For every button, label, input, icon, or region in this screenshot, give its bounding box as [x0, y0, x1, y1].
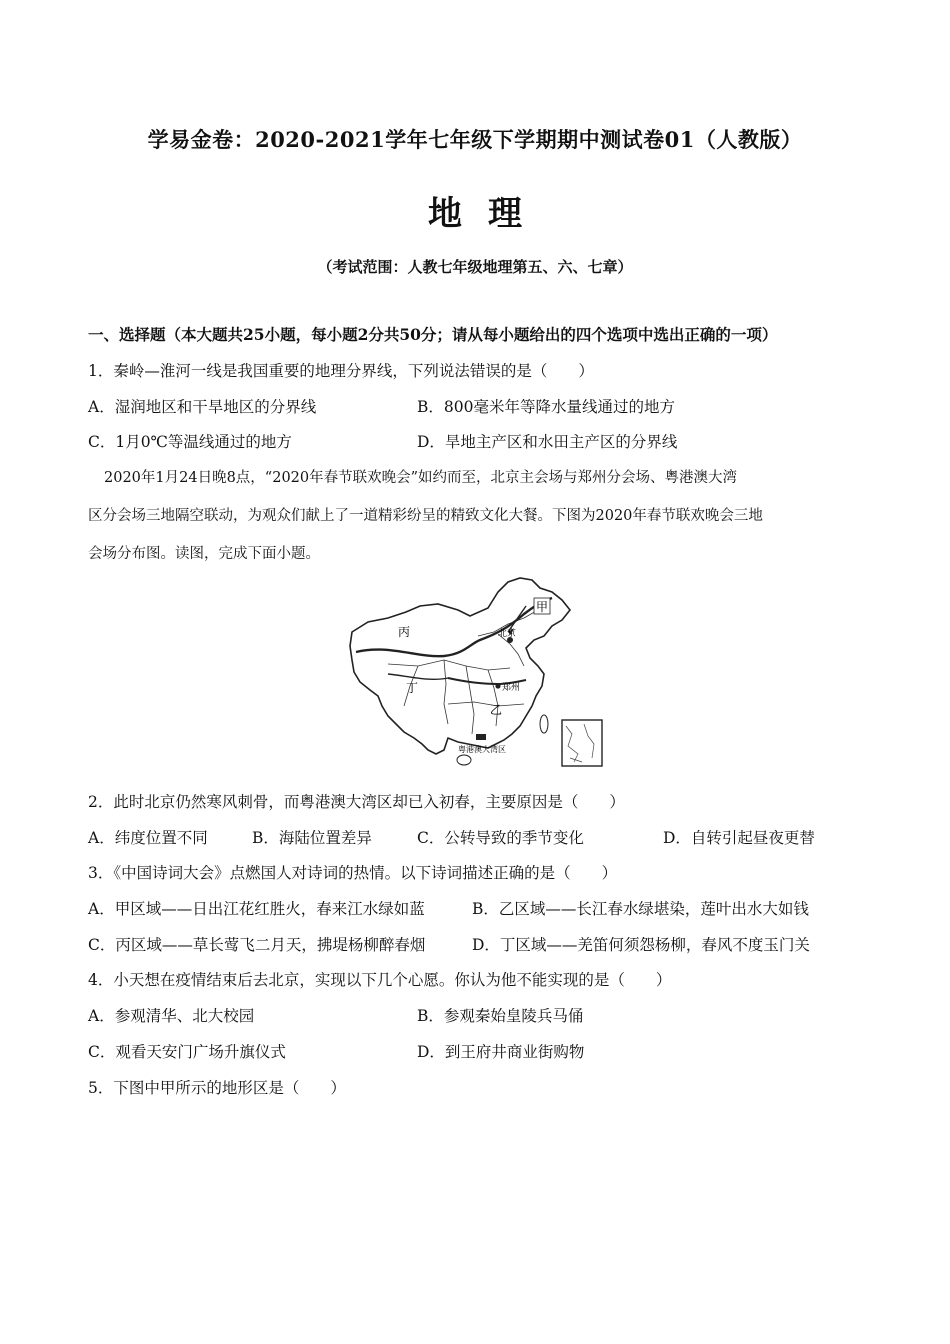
map-label-zhengzhou: 郑州 — [502, 683, 521, 693]
section-heading: 一、选择题（本大题共25小题，每小题2分共50分；请从每小题给出的四个选项中选出正确的一项） — [88, 325, 778, 344]
question-3-option-b: B．乙区域——长江春水绿堪染，莲叶出水大如钱 — [472, 900, 809, 918]
gba-marker — [476, 734, 486, 740]
map-label-yi: 乙 — [490, 703, 503, 717]
question-3-option-c: C．丙区域——草长莺飞二月天，拂堤杨柳醉春烟 — [88, 936, 426, 954]
question-1-option-a: A．湿润地区和干旱地区的分界线 — [88, 398, 317, 416]
question-2-option-c: C．公转导致的季节变化 — [417, 829, 584, 847]
passage-line-2: 区分会场三地隔空联动，为观众们献上了一道精彩纷呈的精致文化大餐。下图为2020年春节联欢晚会三地 — [88, 508, 763, 524]
map-label-jia: 甲 — [536, 600, 549, 614]
subject-title: 地理 — [428, 194, 548, 234]
question-2-option-d: D．自转引起昼夜更替 — [663, 829, 815, 847]
zhengzhou-marker — [495, 683, 500, 688]
exam-title: 学易金卷：2020-2021学年七年级下学期期中测试卷01（人教版） — [147, 127, 803, 152]
question-1-option-c: C．1月0℃等温线通过的地方 — [88, 433, 292, 451]
map-label-bing: 丙 — [398, 625, 411, 639]
question-2-stem: 2．此时北京仍然寒风刺骨，而粤港澳大湾区却已入初春，主要原因是（ ） — [88, 793, 625, 811]
south-china-sea-inset — [562, 720, 602, 766]
question-3-stem: 3．《中国诗词大会》点燃国人对诗词的热情。以下诗词描述正确的是（ ） — [88, 864, 618, 882]
map-label-ding: 丁 — [406, 681, 419, 695]
question-4-option-a: A．参观清华、北大校园 — [88, 1007, 255, 1025]
question-2-option-b: B．海陆位置差异 — [252, 829, 372, 847]
question-3-option-d: D．丁区域——羌笛何须怨杨柳，春风不度玉门关 — [472, 936, 810, 954]
question-4-stem: 4．小天想在疫情结束后去北京，实现以下几个心愿。你认为他不能实现的是（ ） — [88, 971, 672, 989]
passage-line-3: 会场分布图。读图，完成下面小题。 — [88, 546, 320, 562]
map-label-beijing: 北京 — [498, 629, 517, 639]
question-2-option-a: A．纬度位置不同 — [88, 829, 208, 847]
question-4-option-b: B．参观秦始皇陵兵马俑 — [417, 1007, 584, 1025]
exam-scope: （考试范围：人教七年级地理第五、六、七章） — [317, 258, 633, 276]
map-label-gba: 粤港澳大湾区 — [458, 745, 506, 754]
question-1-stem: 1．秦岭—淮河一线是我国重要的地理分界线，下列说法错误的是（ ） — [88, 362, 594, 380]
question-3-option-a: A．甲区域——日出江花红胜火，春来江水绿如蓝 — [88, 900, 425, 918]
passage-line-1: 2020年1月24日晚8点，“2020年春节联欢晚会”如约而至，北京主会场与郑州分会场、粤港澳大湾 — [104, 470, 738, 486]
question-5-stem: 5．下图中甲所示的地形区是（ ） — [88, 1079, 346, 1097]
question-1-option-b: B．800毫米年等降水量线通过的地方 — [417, 398, 675, 416]
china-map-figure — [348, 574, 606, 770]
question-4-option-c: C．观看天安门广场升旗仪式 — [88, 1043, 286, 1061]
question-1-option-d: D．旱地主产区和水田主产区的分界线 — [417, 433, 678, 451]
region-boundary-line — [356, 598, 552, 656]
question-4-option-d: D．到王府井商业街购物 — [417, 1043, 585, 1061]
